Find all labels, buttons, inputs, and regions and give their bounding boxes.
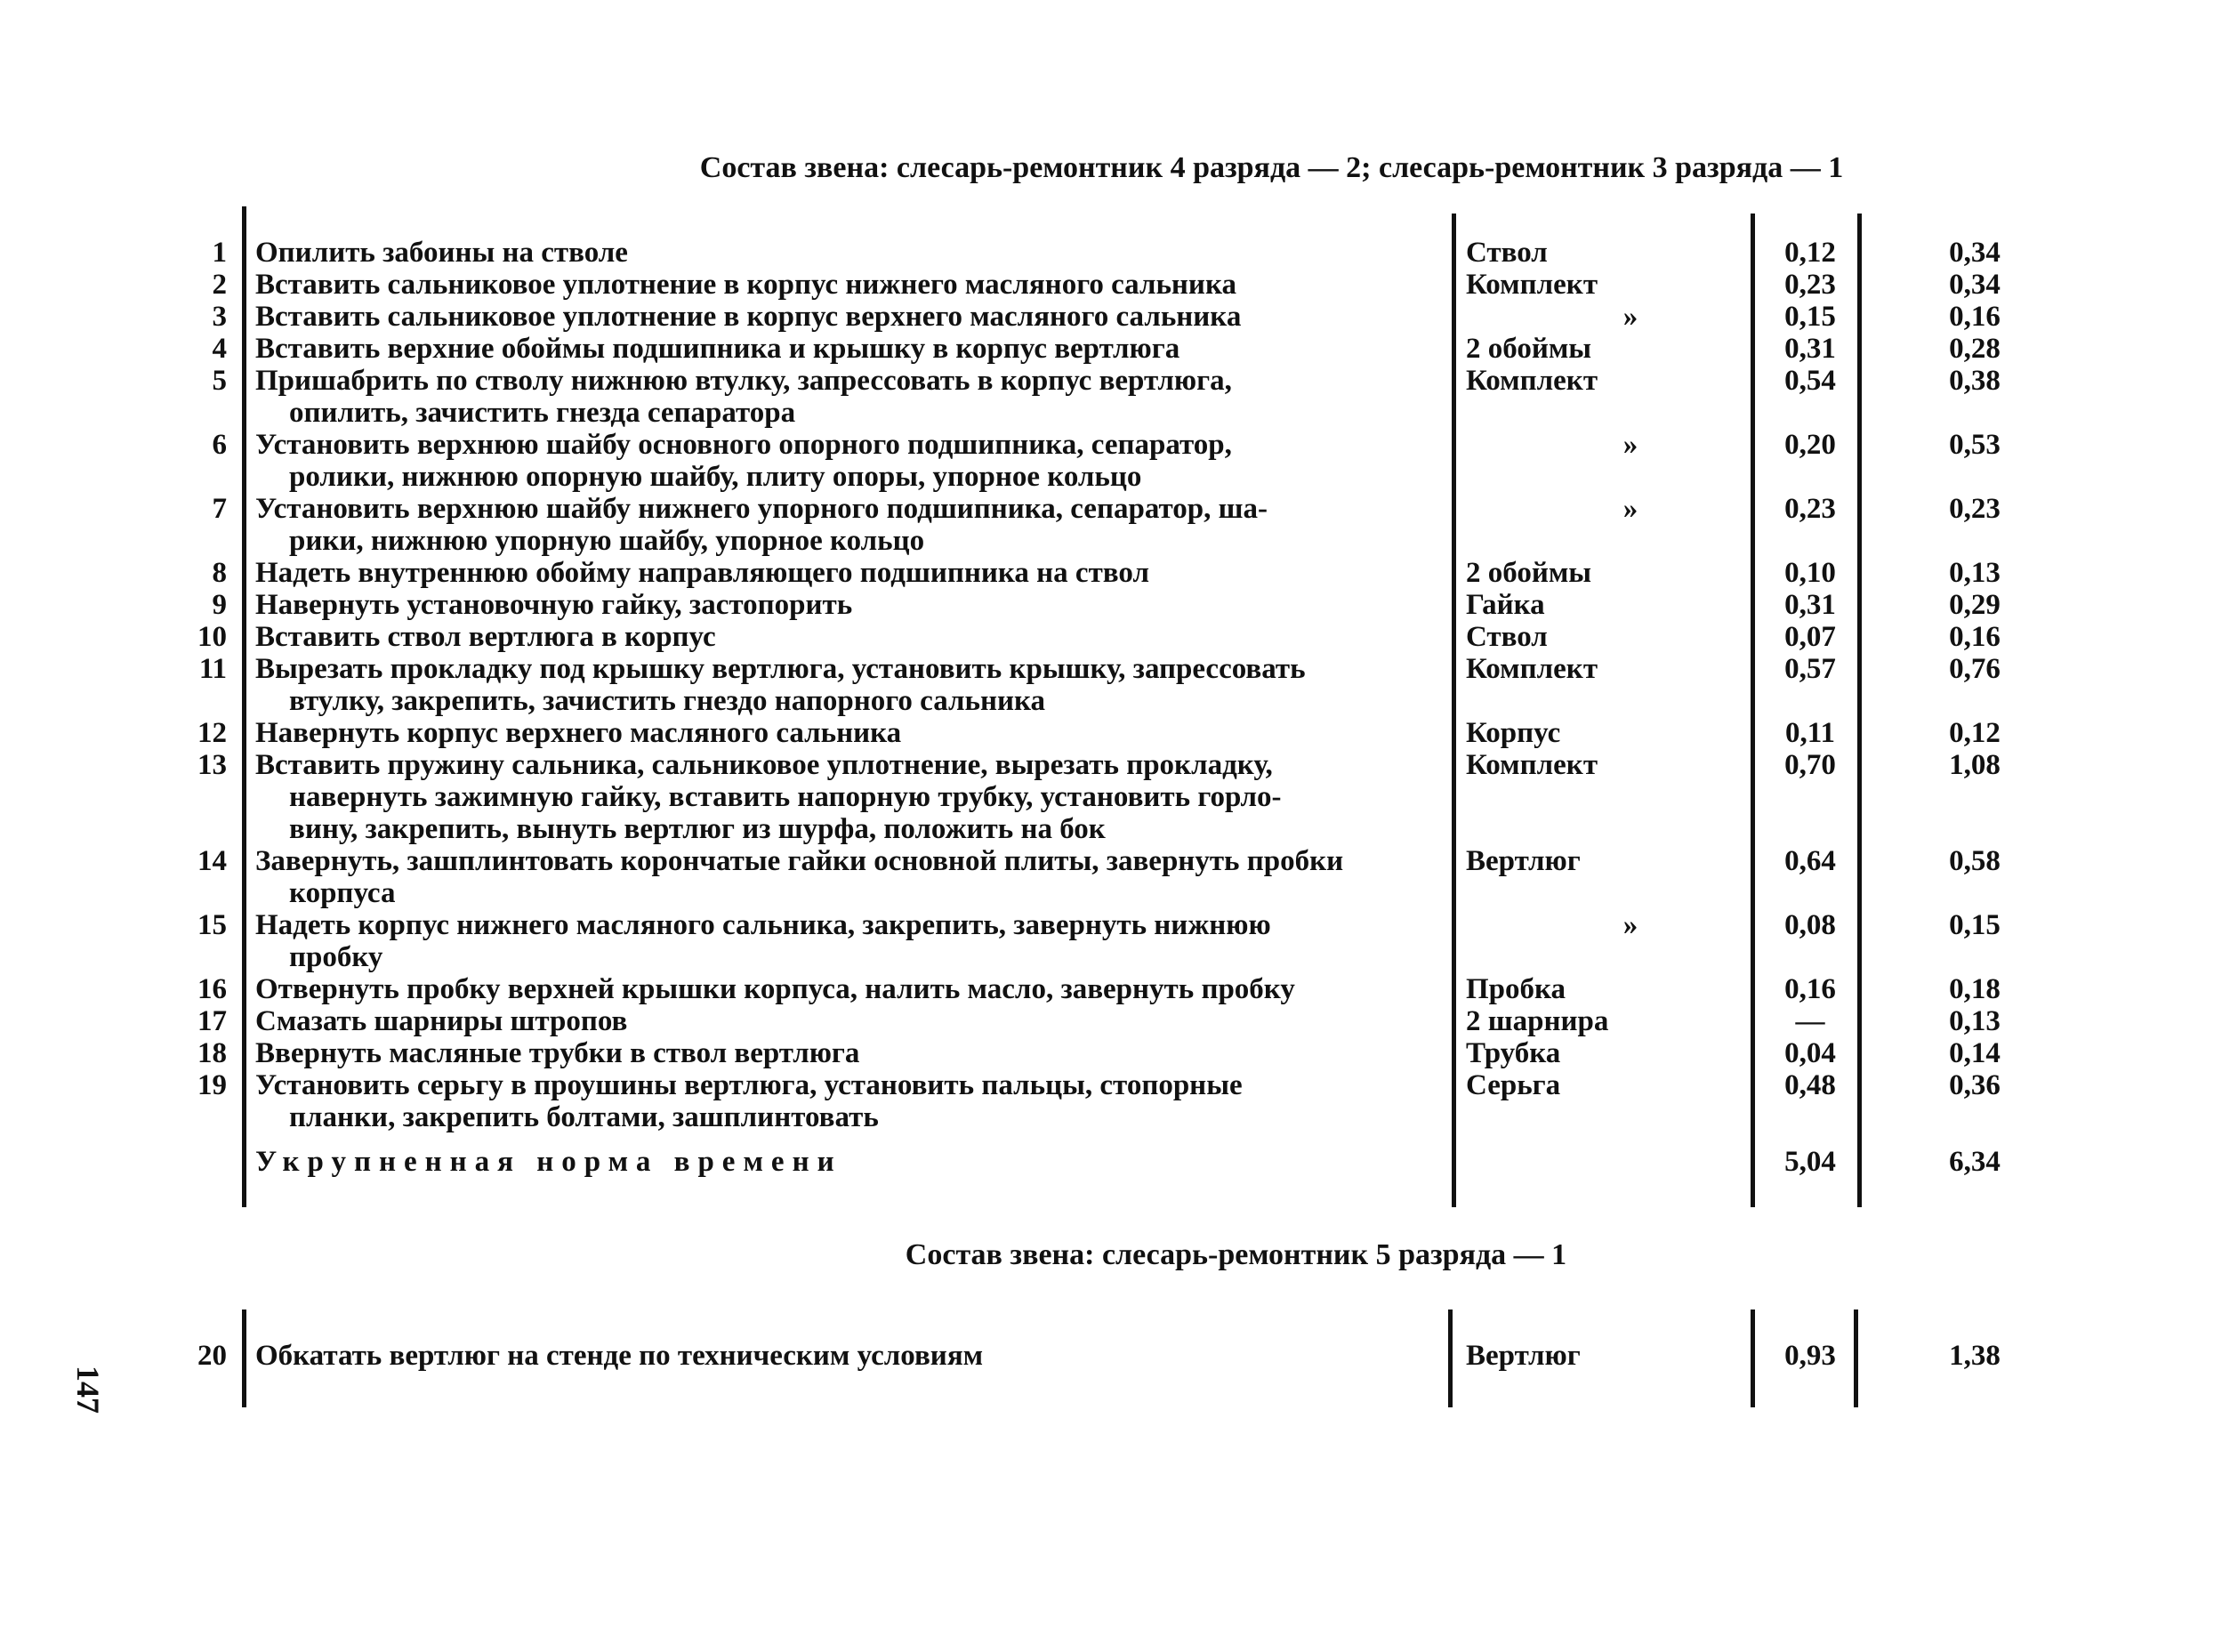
time-norm-2: 1,38 [1949,1340,2001,1372]
operation-text [255,845,1452,909]
operation-line: Установить серьгу в проушины вертлюга, установить пальцы, стопорные [255,1069,1243,1101]
unit-of-measure: Трубка [1466,1037,1561,1069]
operation-line: Вставить пружину сальника, сальниковое уплотнение, вырезать прокладку, [255,749,1273,781]
unit-of-measure: Гайка [1466,589,1545,621]
operation-line: Ввернуть масляные трубки в ствол вертлюга [255,1037,860,1069]
time-norm-1: 0,04 [1784,1037,1836,1069]
operation-line: навернуть зажимную гайку, вставить напорную трубку, установить горло- [289,781,1282,813]
operation-text [255,493,1452,557]
time-norm-2: 0,38 [1949,365,2001,397]
page-number: 147 [70,1366,106,1414]
time-norm-1: 0,31 [1784,333,1836,365]
operation-line: Опилить забоины на стволе [255,237,628,269]
operation-line: планки, закрепить болтами, зашплинтовать [289,1101,879,1133]
time-norm-2: 1,08 [1949,749,2001,781]
table-rule-left [242,206,246,1207]
operation-text [255,909,1452,973]
time-norm-2: 0,14 [1949,1037,2001,1069]
time-norm-1: 0,57 [1784,653,1836,685]
time-norm-1: 0,07 [1784,621,1836,653]
row-number: 3 [212,301,227,333]
row-number: 14 [197,845,227,877]
time-norm-1: 0,12 [1784,237,1836,269]
row-number: 11 [198,653,227,685]
time-norm-1: 0,23 [1784,493,1836,525]
time-norm-1: 0,20 [1784,429,1836,461]
operation-text [255,1037,1452,1069]
row-number: 17 [197,1005,227,1037]
unit-of-measure: » [1622,493,1638,525]
operation-line: Вставить верхние обоймы подшипника и крышку в корпус вертлюга [255,333,1180,365]
operation-line: Вставить сальниковое уплотнение в корпус нижнего масляного сальника [255,269,1236,301]
operation-line: Установить верхнюю шайбу нижнего упорного подшипника, сепаратор, ша- [255,493,1268,525]
row-number: 13 [197,749,227,781]
summary-time-1: 5,04 [1784,1146,1836,1178]
operation-line: рики, нижнюю упорную шайбу, упорное кольцо [289,525,925,557]
operation-text [255,589,1452,621]
operation-text [255,557,1452,589]
operation-text [255,269,1452,301]
operation-line: корпуса [289,877,396,909]
unit-of-measure: » [1622,429,1638,461]
operation-line: Установить верхнюю шайбу основного опорного подшипника, сепаратор, [255,429,1232,461]
unit-of-measure: Корпус [1466,717,1561,749]
unit-of-measure: Комплект [1466,653,1598,685]
row-number: 2 [212,269,227,301]
operation-line: ролики, нижнюю опорную шайбу, плиту опоры, упорное кольцо [289,461,1142,493]
time-norm-1: 0,54 [1784,365,1836,397]
unit-of-measure: » [1622,301,1638,333]
time-norm-2: 0,28 [1949,333,2001,365]
time-norm-2: 0,29 [1949,589,2001,621]
time-norm-2: 0,76 [1949,653,2001,685]
unit-of-measure: 2 шарнира [1466,1005,1609,1037]
row-number: 8 [212,557,227,589]
row-number: 10 [197,621,227,653]
table2-rule-unit-t1 [1751,1310,1755,1407]
operation-text [255,621,1452,653]
unit-of-measure: 2 обоймы [1466,333,1592,365]
row-number: 9 [212,589,227,621]
row-number: 19 [197,1069,227,1101]
time-norm-2: 0,16 [1949,301,2001,333]
operation-line: Отвернуть пробку верхней крышки корпуса, налить масло, завернуть пробку [255,973,1295,1005]
row-number: 4 [212,333,227,365]
time-norm-1: 0,15 [1784,301,1836,333]
operation-text [255,237,1452,269]
time-norm-1: 0,31 [1784,589,1836,621]
operation-text [255,429,1452,493]
operation-line: Вставить сальниковое уплотнение в корпус верхнего масляного сальника [255,301,1242,333]
row-number: 12 [197,717,227,749]
heading-section-1: Состав звена: слесарь-ремонтник 4 разряда — 2; слесарь-ремонтник 3 разряда — 1 [699,151,1844,184]
time-norm-2: 0,36 [1949,1069,2001,1101]
operation-line: Навернуть установочную гайку, застопорить [255,589,853,621]
time-norm-2: 0,12 [1949,717,2001,749]
time-norm-1: 0,23 [1784,269,1836,301]
row-number: 16 [197,973,227,1005]
operation-text [255,973,1452,1005]
operation-text [255,749,1452,845]
time-norm-1: 0,10 [1784,557,1836,589]
row-number: 5 [212,365,227,397]
row-number: 1 [212,237,227,269]
operation-text [255,653,1452,717]
heading-section-2: Состав звена: слесарь-ремонтник 5 разряда — 1 [905,1238,1567,1271]
operation-line: Навернуть корпус верхнего масляного сальника [255,717,902,749]
operation-text [255,1340,1452,1372]
operation-line: Завернуть, зашплинтовать корончатые гайки основной плиты, завернуть пробки [255,845,1344,877]
operation-text [255,365,1452,429]
row-number: 15 [197,909,227,941]
operation-text [255,1005,1452,1037]
operation-line: опилить, зачистить гнезда сепаратора [289,397,796,429]
summary-label: Укрупненная норма времени [255,1146,842,1178]
operation-line: Пришабрить по стволу нижнюю втулку, запрессовать в корпус вертлюга, [255,365,1232,397]
operation-line: вину, закрепить, вынуть вертлюг из шурфа, положить на бок [289,813,1106,845]
unit-of-measure: Комплект [1466,365,1598,397]
unit-of-measure: Комплект [1466,269,1598,301]
time-norm-1: 0,48 [1784,1069,1836,1101]
unit-of-measure: Пробка [1466,973,1566,1005]
time-norm-2: 0,18 [1949,973,2001,1005]
table-rule-unit-t1 [1751,214,1755,1207]
time-norm-2: 0,13 [1949,557,2001,589]
operation-line: Смазать шарниры штропов [255,1005,628,1037]
time-norm-1: 0,16 [1784,973,1836,1005]
table-rule-op-unit [1452,214,1456,1207]
operation-line: Надеть корпус нижнего масляного сальника, закрепить, завернуть нижнюю [255,909,1271,941]
time-norm-2: 0,34 [1949,237,2001,269]
summary-time-2: 6,34 [1949,1146,2001,1178]
operation-line: Надеть внутреннюю обойму направляющего подшипника на ствол [255,557,1149,589]
unit-of-measure: » [1622,909,1638,941]
operation-text [255,717,1452,749]
time-norm-1: 0,64 [1784,845,1836,877]
table2-rule-left [242,1310,246,1407]
row-number: 20 [197,1340,227,1372]
row-number: 18 [197,1037,227,1069]
time-norm-2: 0,53 [1949,429,2001,461]
time-norm-1: 0,93 [1784,1340,1836,1372]
operation-line: Вставить ствол вертлюга в корпус [255,621,716,653]
row-number: 6 [212,429,227,461]
time-norm-2: 0,23 [1949,493,2001,525]
operation-text [255,333,1452,365]
time-norm-2: 0,15 [1949,909,2001,941]
unit-of-measure: Серьга [1466,1069,1561,1101]
unit-of-measure: Ствол [1466,621,1548,653]
row-number: 7 [212,493,227,525]
operation-line: пробку [289,941,383,973]
unit-of-measure: Комплект [1466,749,1598,781]
time-norm-1: 0,11 [1785,717,1835,749]
operation-text [255,301,1452,333]
unit-of-measure: Вертлюг [1466,845,1581,877]
unit-of-measure: 2 обоймы [1466,557,1592,589]
unit-of-measure: Ствол [1466,237,1548,269]
time-norm-2: 0,16 [1949,621,2001,653]
operation-line: Обкатать вертлюг на стенде по техническим условиям [255,1340,984,1372]
time-norm-1: — [1795,1005,1825,1037]
operation-text [255,1069,1452,1133]
operation-line: Вырезать прокладку под крышку вертлюга, установить крышку, запрессовать [255,653,1306,685]
operation-line: втулку, закрепить, зачистить гнездо напорного сальника [289,685,1045,717]
time-norm-2: 0,34 [1949,269,2001,301]
time-norm-2: 0,58 [1949,845,2001,877]
time-norm-1: 0,70 [1784,749,1836,781]
unit-of-measure: Вертлюг [1466,1340,1581,1372]
time-norm-2: 0,13 [1949,1005,2001,1037]
time-norm-1: 0,08 [1784,909,1836,941]
